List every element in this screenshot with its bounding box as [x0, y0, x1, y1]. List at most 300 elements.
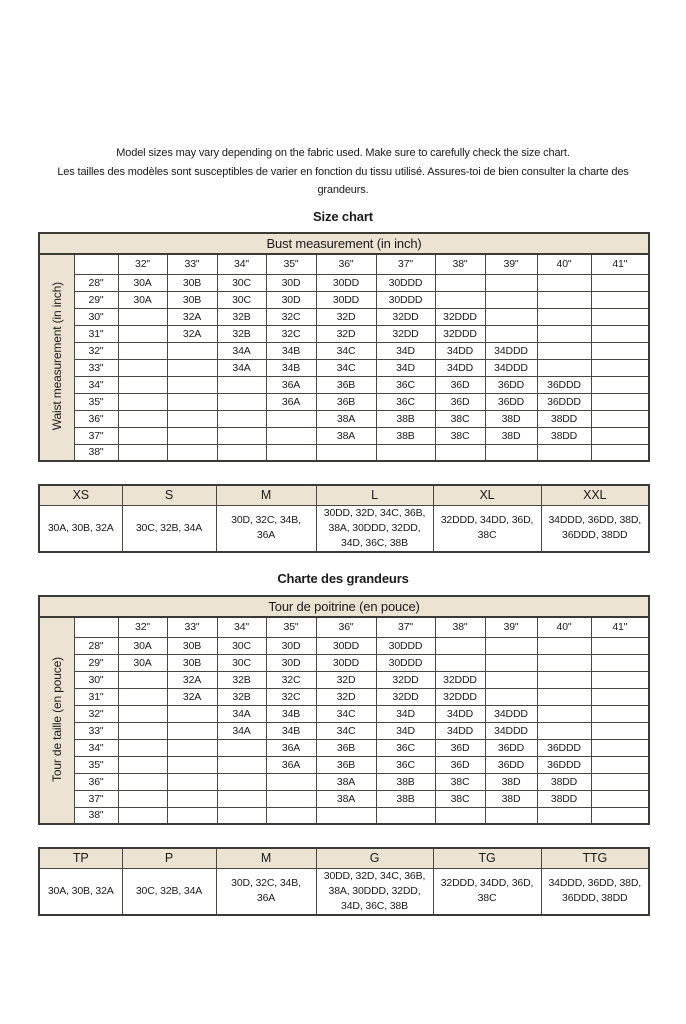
size-cell: 38DD	[537, 790, 591, 807]
waist-row-header: 31"	[74, 688, 118, 705]
size-cell: 38A	[316, 773, 376, 790]
size-cell	[537, 291, 591, 308]
waist-row-header: 28"	[74, 274, 118, 291]
size-cell	[118, 444, 167, 461]
size-cell: 30D	[266, 274, 316, 291]
size-cell: 32A	[167, 325, 217, 342]
table-row	[39, 756, 649, 773]
measurement-table-en	[38, 232, 650, 462]
size-cell	[316, 444, 376, 461]
size-cell: 36DD	[485, 739, 537, 756]
size-cell: 34DD	[435, 342, 485, 359]
size-cell: 30B	[167, 654, 217, 671]
measurement-table-fr	[38, 595, 650, 825]
bust-col-header: 34"	[217, 254, 266, 274]
size-cell	[537, 308, 591, 325]
size-cell	[537, 705, 591, 722]
bust-col-header: 35"	[266, 254, 316, 274]
corner-cell	[74, 617, 118, 637]
bust-col-header: 40"	[537, 617, 591, 637]
size-cell: 34A	[217, 722, 266, 739]
table-row	[39, 444, 649, 461]
size-cell	[118, 722, 167, 739]
section-title-fr: Charte des grandeurs	[277, 571, 409, 586]
size-cell	[537, 444, 591, 461]
size-cell: 30C	[217, 291, 266, 308]
size-cell: 36DD	[485, 393, 537, 410]
size-cell: 30C	[217, 654, 266, 671]
size-cell	[485, 688, 537, 705]
size-cell: 38D	[485, 427, 537, 444]
size-cell	[591, 756, 649, 773]
waist-row-header: 37"	[74, 790, 118, 807]
size-cell	[485, 654, 537, 671]
size-group-values: 30A, 30B, 32A	[39, 868, 122, 915]
bust-col-header: 39"	[485, 617, 537, 637]
table-row	[39, 308, 649, 325]
size-cell	[118, 410, 167, 427]
intro-text	[47, 144, 639, 200]
size-cell	[485, 325, 537, 342]
size-cell	[376, 807, 435, 824]
waist-label-cell	[39, 254, 74, 461]
bust-measurement-header: Tour de poitrine (en pouce)	[39, 596, 649, 617]
size-cell: 38D	[485, 410, 537, 427]
waist-row-header: 35"	[74, 393, 118, 410]
size-cell	[118, 756, 167, 773]
bust-col-header: 37"	[376, 617, 435, 637]
size-cell	[591, 722, 649, 739]
size-cell: 38C	[435, 773, 485, 790]
table-row	[39, 359, 649, 376]
size-cell: 36DD	[485, 756, 537, 773]
size-cell: 32C	[266, 688, 316, 705]
size-cell: 32DD	[376, 308, 435, 325]
size-cell: 38B	[376, 773, 435, 790]
size-cell: 32DD	[376, 325, 435, 342]
bust-col-header: 39"	[485, 254, 537, 274]
size-cell	[167, 773, 217, 790]
bust-col-header: 37"	[376, 254, 435, 274]
size-cell: 34DDD	[485, 705, 537, 722]
size-cell	[591, 705, 649, 722]
size-cell: 32A	[167, 671, 217, 688]
table-row	[39, 773, 649, 790]
size-cell: 30B	[167, 274, 217, 291]
size-cell: 32DD	[376, 688, 435, 705]
size-cell: 34A	[217, 705, 266, 722]
size-cell: 36DDD	[537, 739, 591, 756]
size-cell	[266, 790, 316, 807]
size-cell	[167, 342, 217, 359]
size-cell	[118, 739, 167, 756]
size-group-header: XXL	[541, 485, 649, 505]
size-cell: 32D	[316, 688, 376, 705]
size-group-values: 30C, 32B, 34A	[122, 868, 216, 915]
size-cell	[167, 444, 217, 461]
size-cell: 34B	[266, 705, 316, 722]
size-cell	[217, 739, 266, 756]
size-cell	[217, 376, 266, 393]
size-cell: 30A	[118, 291, 167, 308]
size-cell: 38B	[376, 427, 435, 444]
size-cell	[591, 308, 649, 325]
size-cell	[167, 807, 217, 824]
size-cell: 30B	[167, 637, 217, 654]
size-groups-table-en	[38, 484, 650, 553]
bust-col-header: 33"	[167, 254, 217, 274]
size-cell	[376, 444, 435, 461]
size-cell	[485, 444, 537, 461]
size-cell	[591, 773, 649, 790]
size-cell	[118, 688, 167, 705]
size-group-header: XL	[433, 485, 541, 505]
size-cell	[537, 807, 591, 824]
size-cell	[591, 359, 649, 376]
size-cell	[167, 722, 217, 739]
size-cell	[266, 410, 316, 427]
size-cell	[118, 325, 167, 342]
size-cell	[591, 410, 649, 427]
size-cell: 34B	[266, 722, 316, 739]
size-cell: 38DD	[537, 410, 591, 427]
size-cell: 30A	[118, 654, 167, 671]
bust-col-header: 38"	[435, 617, 485, 637]
size-cell: 32D	[316, 308, 376, 325]
size-cell: 34C	[316, 359, 376, 376]
size-cell: 30C	[217, 274, 266, 291]
size-cell: 36C	[376, 739, 435, 756]
corner-cell	[74, 254, 118, 274]
size-cell: 30B	[167, 291, 217, 308]
size-cell: 32A	[167, 308, 217, 325]
waist-row-header: 32"	[74, 342, 118, 359]
size-cell: 36B	[316, 393, 376, 410]
bust-measurement-header: Bust measurement (in inch)	[39, 233, 649, 254]
size-cell: 30D	[266, 637, 316, 654]
size-cell	[485, 671, 537, 688]
size-cell: 36DD	[485, 376, 537, 393]
size-cell	[118, 342, 167, 359]
size-cell	[591, 654, 649, 671]
size-cell	[266, 427, 316, 444]
size-cell	[435, 274, 485, 291]
size-cell: 32D	[316, 671, 376, 688]
waist-label-cell	[39, 617, 74, 824]
size-cell: 32B	[217, 308, 266, 325]
size-cell	[591, 688, 649, 705]
size-group-header: TP	[39, 848, 122, 868]
size-group-header: TTG	[541, 848, 649, 868]
size-cell: 32C	[266, 325, 316, 342]
size-cell: 32C	[266, 308, 316, 325]
size-cell	[537, 654, 591, 671]
waist-row-header: 38"	[74, 807, 118, 824]
size-group-header: L	[316, 485, 433, 505]
size-cell	[316, 807, 376, 824]
size-cell: 38C	[435, 427, 485, 444]
size-cell: 32B	[217, 671, 266, 688]
size-cell	[537, 274, 591, 291]
waist-row-header: 36"	[74, 773, 118, 790]
size-cell	[591, 427, 649, 444]
waist-row-header: 37"	[74, 427, 118, 444]
waist-row-header: 34"	[74, 739, 118, 756]
size-cell: 38A	[316, 410, 376, 427]
size-cell: 38C	[435, 410, 485, 427]
table-row	[39, 790, 649, 807]
size-cell: 32B	[217, 688, 266, 705]
waist-row-header: 29"	[74, 654, 118, 671]
size-cell	[435, 637, 485, 654]
size-cell: 38DD	[537, 773, 591, 790]
size-cell: 30DD	[316, 654, 376, 671]
table-row	[39, 739, 649, 756]
size-cell	[217, 427, 266, 444]
size-cell: 30DD	[316, 274, 376, 291]
size-cell: 34C	[316, 722, 376, 739]
size-cell	[266, 773, 316, 790]
size-cell: 30A	[118, 274, 167, 291]
size-cell	[537, 722, 591, 739]
size-cell: 36D	[435, 739, 485, 756]
section-title-en: Size chart	[313, 209, 373, 224]
size-cell	[167, 790, 217, 807]
table-row	[39, 325, 649, 342]
size-cell: 36A	[266, 756, 316, 773]
size-cell	[591, 807, 649, 824]
size-cell: 32A	[167, 688, 217, 705]
size-cell	[485, 637, 537, 654]
size-cell	[266, 807, 316, 824]
bust-col-header: 41"	[591, 617, 649, 637]
waist-row-header: 31"	[74, 325, 118, 342]
size-cell: 34DD	[435, 359, 485, 376]
size-cell: 34A	[217, 359, 266, 376]
intro-line-en: Model sizes may vary depending on the fabric used. Make sure to carefully check the size chart.	[116, 147, 570, 159]
size-cell	[537, 342, 591, 359]
size-cell: 38C	[435, 790, 485, 807]
size-cell: 38A	[316, 790, 376, 807]
size-cell: 38DD	[537, 427, 591, 444]
size-cell: 36C	[376, 393, 435, 410]
size-cell	[167, 410, 217, 427]
size-cell: 30DDD	[376, 637, 435, 654]
size-group-values: 30A, 30B, 32A	[39, 505, 122, 552]
table-row	[39, 671, 649, 688]
size-cell	[435, 654, 485, 671]
size-cell	[167, 739, 217, 756]
size-cell	[217, 790, 266, 807]
size-group-header: S	[122, 485, 216, 505]
size-group-values: 30D, 32C, 34B, 36A	[216, 868, 316, 915]
size-group-values: 30DD, 32D, 34C, 36B, 38A, 30DDD, 32DD, 34D, 36C, 38B	[316, 505, 433, 552]
size-cell	[118, 705, 167, 722]
size-cell	[266, 444, 316, 461]
size-cell: 34DD	[435, 705, 485, 722]
size-cell: 32B	[217, 325, 266, 342]
size-group-values: 34DDD, 36DD, 38D, 36DDD, 38DD	[541, 505, 649, 552]
size-cell	[591, 325, 649, 342]
size-cell	[485, 807, 537, 824]
size-cell	[591, 376, 649, 393]
size-cell: 38D	[485, 790, 537, 807]
table-row	[39, 376, 649, 393]
waist-row-header: 36"	[74, 410, 118, 427]
size-cell	[167, 705, 217, 722]
size-cell	[217, 773, 266, 790]
table-row	[39, 427, 649, 444]
size-cell: 36D	[435, 376, 485, 393]
size-cell: 36A	[266, 393, 316, 410]
bust-col-header: 36"	[316, 617, 376, 637]
waist-row-header: 32"	[74, 705, 118, 722]
size-cell	[485, 291, 537, 308]
size-cell: 34DDD	[485, 722, 537, 739]
size-cell: 34D	[376, 722, 435, 739]
waist-row-header: 28"	[74, 637, 118, 654]
size-cell	[217, 807, 266, 824]
size-cell: 36C	[376, 376, 435, 393]
size-cell: 34C	[316, 342, 376, 359]
waist-row-header: 34"	[74, 376, 118, 393]
size-cell	[591, 671, 649, 688]
size-cell	[118, 393, 167, 410]
table-row	[39, 291, 649, 308]
size-cell	[118, 308, 167, 325]
size-cell: 30D	[266, 654, 316, 671]
waist-row-header: 33"	[74, 722, 118, 739]
size-cell: 34D	[376, 705, 435, 722]
size-cell	[217, 410, 266, 427]
size-cell: 36B	[316, 756, 376, 773]
size-group-values: 34DDD, 36DD, 38D, 36DDD, 38DD	[541, 868, 649, 915]
size-group-values: 32DDD, 34DD, 36D, 38C	[433, 505, 541, 552]
size-cell	[167, 393, 217, 410]
bust-col-header: 38"	[435, 254, 485, 274]
size-cell: 32C	[266, 671, 316, 688]
size-cell: 32DD	[376, 671, 435, 688]
size-cell	[118, 807, 167, 824]
size-cell: 30A	[118, 637, 167, 654]
size-cell: 34DDD	[485, 359, 537, 376]
size-group-header: M	[216, 848, 316, 868]
intro-line-fr: Les tailles des modèles sont susceptibles de varier en fonction du tissu utilisé. Assures-toi de bien consulter la charte des grandeurs.	[57, 165, 629, 196]
size-group-header: M	[216, 485, 316, 505]
size-cell: 38B	[376, 790, 435, 807]
waist-row-header: 30"	[74, 671, 118, 688]
size-cell: 32D	[316, 325, 376, 342]
waist-row-header: 35"	[74, 756, 118, 773]
size-cell: 34D	[376, 359, 435, 376]
size-group-values: 32DDD, 34DD, 36D, 38C	[433, 868, 541, 915]
size-group-header: TG	[433, 848, 541, 868]
size-cell	[167, 376, 217, 393]
table-row	[39, 274, 649, 291]
size-cell	[435, 807, 485, 824]
size-cell	[591, 291, 649, 308]
size-cell	[118, 790, 167, 807]
waist-row-header: 38"	[74, 444, 118, 461]
size-cell: 38B	[376, 410, 435, 427]
bust-col-header: 34"	[217, 617, 266, 637]
size-cell	[537, 671, 591, 688]
size-cell	[118, 671, 167, 688]
size-cell	[591, 739, 649, 756]
size-cell	[537, 688, 591, 705]
size-cell: 34B	[266, 359, 316, 376]
size-cell	[217, 393, 266, 410]
table-row	[39, 410, 649, 427]
size-cell	[118, 359, 167, 376]
size-cell	[118, 376, 167, 393]
table-row	[39, 722, 649, 739]
size-cell: 30DDD	[376, 291, 435, 308]
size-cell: 36A	[266, 376, 316, 393]
size-cell	[435, 444, 485, 461]
size-cell: 36C	[376, 756, 435, 773]
size-cell	[537, 325, 591, 342]
size-cell: 32DDD	[435, 688, 485, 705]
size-group-header: XS	[39, 485, 122, 505]
size-cell: 34B	[266, 342, 316, 359]
size-cell: 34A	[217, 342, 266, 359]
size-cell	[217, 756, 266, 773]
size-cell	[591, 444, 649, 461]
size-cell: 36D	[435, 393, 485, 410]
bust-col-header: 40"	[537, 254, 591, 274]
size-cell	[591, 393, 649, 410]
size-group-header: P	[122, 848, 216, 868]
size-cell	[591, 637, 649, 654]
size-cell: 30C	[217, 637, 266, 654]
bust-col-header: 32"	[118, 617, 167, 637]
size-cell: 36B	[316, 376, 376, 393]
size-cell: 30DDD	[376, 654, 435, 671]
table-row	[39, 688, 649, 705]
table-row	[39, 637, 649, 654]
table-row	[39, 342, 649, 359]
size-cell: 36DDD	[537, 376, 591, 393]
size-cell	[485, 308, 537, 325]
size-cell	[537, 637, 591, 654]
table-row	[39, 807, 649, 824]
size-cell: 36B	[316, 739, 376, 756]
bust-col-header: 32"	[118, 254, 167, 274]
size-cell: 30DD	[316, 637, 376, 654]
size-cell	[167, 427, 217, 444]
size-cell: 34DDD	[485, 342, 537, 359]
bust-col-header: 36"	[316, 254, 376, 274]
size-cell: 30DDD	[376, 274, 435, 291]
size-cell: 36D	[435, 756, 485, 773]
size-cell: 36DDD	[537, 756, 591, 773]
size-cell	[435, 291, 485, 308]
waist-row-header: 33"	[74, 359, 118, 376]
table-row	[39, 654, 649, 671]
table-row	[39, 393, 649, 410]
size-cell: 32DDD	[435, 325, 485, 342]
size-cell: 38A	[316, 427, 376, 444]
size-cell: 36DDD	[537, 393, 591, 410]
bust-col-header: 35"	[266, 617, 316, 637]
size-cell: 36A	[266, 739, 316, 756]
size-cell	[167, 359, 217, 376]
size-cell	[167, 756, 217, 773]
size-cell	[485, 274, 537, 291]
size-cell: 34DD	[435, 722, 485, 739]
size-cell: 32DDD	[435, 671, 485, 688]
